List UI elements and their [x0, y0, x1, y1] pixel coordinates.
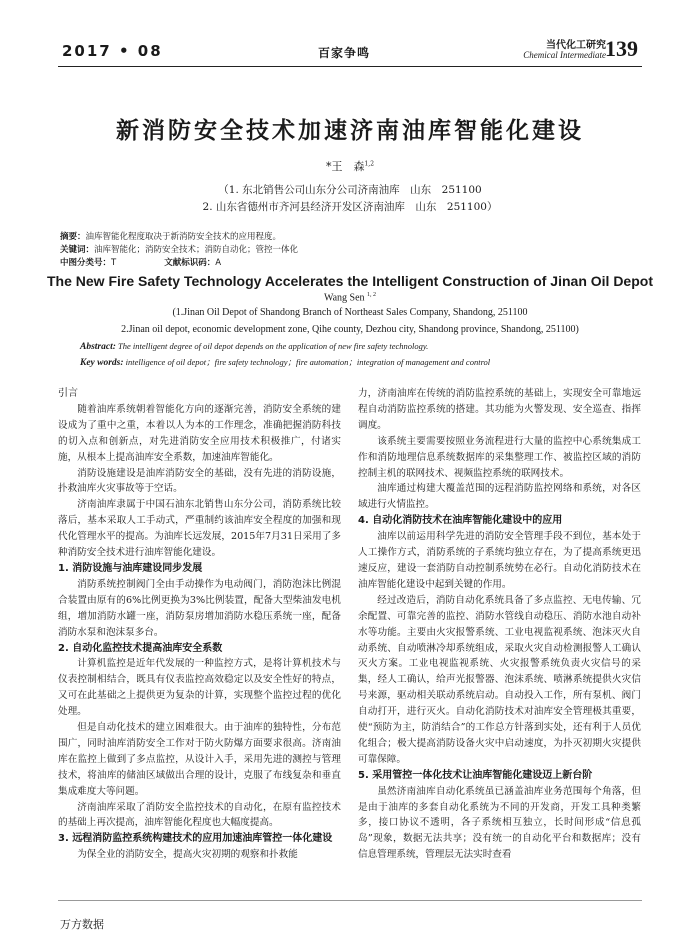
- journal-name-en: Chemical Intermediate: [523, 50, 606, 60]
- keywords-text-en: intelligence of oil depot；fire safety technology；fire automation；integration of management and control: [125, 357, 491, 367]
- keywords-text-cn: 油库智能化；消防安全技术；消防自动化；管控一体化: [94, 245, 299, 255]
- paragraph: 济南油库隶属于中国石油东北销售山东分公司，消防系统比较落后，基本采取人工手动式，严重制约该油库安全程度的加强和现代化管理水平的提高。为油库长远发展，2015年7月31日采用了多种消防安全技术进行油库智能化建设。: [58, 499, 341, 559]
- journal-name-cn: 当代化工研究: [546, 40, 606, 51]
- abstract-cn: [60, 230, 281, 242]
- paragraph: 随着油库系统朝着智能化方向的逐渐完善，消防安全系统的建设成为了重中之重，本着以人为本的工作理念，准确把握消防科技的切入点和创新点，对先进消防安全应用技术积极推广，付诸实施，从根本上提高油库安全系数，加速油库智能化。: [58, 403, 341, 463]
- affiliation-cn-2: 2. 山东省德州市齐河县经济开发区济南油库 山东 251100）: [202, 201, 498, 213]
- author-affil-marker-en: 1, 2: [367, 292, 377, 298]
- footer-source: 万方数据: [60, 918, 104, 931]
- author-affil-marker-cn: 1,2: [364, 160, 375, 168]
- paragraph: 力，济南油库在传统的消防监控系统的基础上，实现安全可靠地远程自动消防监控系统的搭建。其功能为火警发现、安全巡查、指挥调度。: [358, 388, 641, 431]
- abstract-label-en: Abstract: [80, 342, 113, 352]
- author-en: [0, 292, 700, 303]
- paragraph: 油库以前运用科学先进的消防安全管理手段不到位，基本处于人工操作方式，消防系统的子系统均独立存在，为了提高系统更迅速反应，建设一套消防自动控制系统势在必行。自动化消防技术在油库智能化建设中起到关键的作用。: [358, 531, 641, 590]
- paragraph: 消防系统控制阀门全由手动操作为电动阀门，消防泡沫比例混合装置由原有的6%比例更换为3%比例装置，配备大型柴油发电机组，增加消防水罐一座，消防泵房增加消防水稳压系统一座，配备消防水泵和泡沫泵多台。: [58, 578, 341, 638]
- abstract-text-en: The intelligent degree of oil depot depends on the application of new fire safety technology.: [118, 341, 429, 351]
- author-name-cn: *王 森: [325, 160, 365, 173]
- section-heading-2: 2. 自动化监控技术提高油库安全系数: [58, 642, 223, 654]
- clc-value: T: [111, 258, 117, 268]
- section-heading-4: 4. 自动化消防技术在油库智能化建设中的应用: [358, 515, 563, 527]
- paragraph: 经过改造后，消防自动化系统具备了多点监控、无电传输、冗余配置、可靠完善的监控、消防水管线自动稳压、消防水池自动补水等功能。主要由火灾报警系统、工业电视监视系统、泡沫灭火自动系统、自动喷淋冷却系统组成，采取火灾自动检测报警人工确认灭火方案。工业电视监视系统、火灾报警系统负责火灾信号的采集，经人工确认，给声光报警器、泡沫系统、喷淋系统提供火灾信号来源，驱动相关联动系统启动。自动投入工作，所有泵机、阀门自动打开，进行灭火。自动化消防技术对油库安全管理极其重要，使“预防为主，防消结合”的工作总方针落到实处，还有利于人员优化组合；极大提高消防设备火灾中启动速度，为扑灭初期火灾提供可靠保障。: [358, 594, 641, 765]
- body-column-left: [58, 386, 341, 863]
- page-number: 139: [605, 36, 638, 61]
- abstract-en: Abstract: The intelligent degree of oil depot depends on the application of new fire safety technology.: [80, 341, 429, 352]
- intro-heading: 引言: [58, 388, 78, 399]
- author-cn: [0, 158, 700, 174]
- header-divider: [58, 66, 642, 67]
- paragraph: 该系统主要需要按照业务流程进行大量的监控中心系统集成工作和消防地理信息系统数据库的采集整理工作、被监控区域的消防控制主机的联网技术、视频监控系统的联网技术。: [358, 435, 641, 479]
- section-heading-5: 5. 采用管控一体化技术让油库智能化建设迈上新台阶: [358, 769, 593, 781]
- section-heading-3: 3. 远程消防监控系统构建技术的应用加速油库管控一体化建设: [58, 833, 333, 845]
- affiliation-en-2: 2.Jinan oil depot, economic development zone, Qihe county, Dezhou city, Shandong province, Shandong, 251100): [121, 324, 579, 335]
- abstract-label-cn: 摘要：: [60, 232, 86, 242]
- keywords-cn: [60, 243, 298, 255]
- paragraph: 计算机监控是近年代发展的一种监控方式，是将计算机技术与仪表控制相结合，既具有仪表监控高效稳定以及安全性好的特点，又可在此基础之上提供更为复杂的计算，实现整个监控过程的优化处理。: [58, 658, 341, 718]
- paragraph: 为保全业的消防安全，提高火灾初期的观察和扑救能: [77, 849, 298, 861]
- doc-code-label: 文献标识码：: [164, 258, 216, 268]
- article-title-en: The New Fire Safety Technology Accelerates the Intelligent Construction of Jinan Oil Depot: [47, 273, 653, 289]
- footer-divider: [58, 900, 642, 901]
- paragraph: 虽然济南油库自动化系统虽已涵盖油库业务范围每个角落，但是由于油库的多套自动化系统为不同的开发商，开发工具种类繁多，接口协议不透明，各子系统相互独立，长时间形成“信息孤岛”现象，数据无法共享；没有统一的自动化平台和数据库；没有信息管理系统，管理层无法实时查看: [358, 785, 641, 861]
- paragraph: 济南油库采取了消防安全监控技术的自动化，在原有监控技术的基础上再次提高，油库智能化程度也大幅度提高。: [58, 801, 341, 829]
- keywords-label-en: Key words: [80, 358, 121, 368]
- column-name: 百家争鸣: [318, 46, 371, 60]
- paragraph: 消防设施建设是油库消防安全的基础，没有先进的消防设施，扑救油库火灾事故等于空话。: [58, 467, 341, 495]
- affiliation-cn-1: （1. 东北销售公司山东分公司济南油库 山东 251100: [218, 184, 482, 196]
- clc-label: 中图分类号：: [60, 258, 112, 268]
- classification-codes: [60, 256, 221, 268]
- author-name-en: Wang Sen: [323, 292, 365, 304]
- paragraph: 但是自动化技术的建立困难很大。由于油库的独特性，分布范围广，同时油库消防安全工作对于防火防爆方面要求很高。济南油库在监控上做到了多点监控，从设计入手，采用先进的测控与管理技术，将油库的储油区域做出合理的设计，克服了布线复杂和垂直集成难度大等问题。: [58, 722, 341, 797]
- keywords-en: Key words: intelligence of oil depot；fire safety technology；fire automation；integration of management and control: [80, 357, 491, 368]
- affiliation-en-1: (1.Jinan Oil Depot of Shandong Branch of Northeast Sales Company, Shandong, 251100: [172, 307, 528, 318]
- section-heading-1: 1. 消防设施与油库建设同步发展: [58, 562, 203, 574]
- doc-code-value: A: [215, 258, 222, 268]
- keywords-label-cn: 关键词：: [60, 245, 95, 255]
- issue-date: 2017 • 08: [62, 42, 163, 60]
- abstract-text-cn: 油库智能化程度取决于新消防安全技术的应用程度。: [85, 232, 282, 242]
- article-title-cn: 新消防安全技术加速济南油库智能化建设: [116, 118, 584, 144]
- body-column-right: [358, 386, 641, 863]
- paragraph: 油库通过构建大覆盖范围的远程消防监控网络和系统，对各区域进行火情监控。: [358, 483, 641, 511]
